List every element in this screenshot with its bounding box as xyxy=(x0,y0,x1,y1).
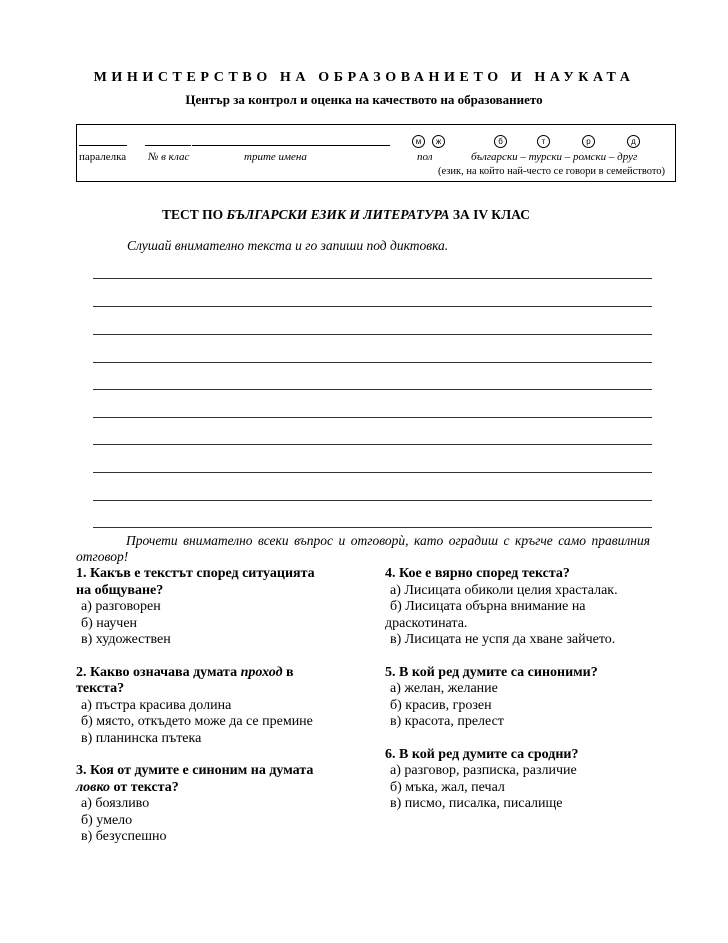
gender-label: пол xyxy=(417,151,433,163)
dictation-line-4[interactable] xyxy=(93,362,652,363)
question-1-option-a[interactable]: а) разговорен xyxy=(81,599,161,614)
question-6-title: 6. В кой ред думите са сродни? xyxy=(385,746,579,762)
question-2-title-prefix: 2. Какво означава думата xyxy=(76,664,238,680)
dictation-instruction: Слушай внимателно текста и го запиши под диктовка. xyxy=(127,238,449,253)
test-title-subject: БЪЛГАРСКИ ЕЗИК И ЛИТЕРАТУРА xyxy=(226,207,450,222)
question-2-option-b[interactable]: б) място, откъдето може да се премине xyxy=(81,714,313,729)
question-5 xyxy=(385,665,675,731)
dictation-line-6[interactable] xyxy=(93,417,652,418)
question-2-title-word: проход xyxy=(240,664,283,680)
questions-right-column xyxy=(385,566,675,813)
language-option-b[interactable]: б xyxy=(494,135,507,148)
question-6-option-c[interactable]: в) писмо, писалка, писалище xyxy=(390,796,563,811)
question-1-title-line1: 1. Какъв е текстът според ситуацията xyxy=(76,566,315,581)
test-title xyxy=(162,207,530,223)
student-info-box xyxy=(76,124,676,182)
question-4-title: 4. Кое е вярно според текста? xyxy=(385,566,570,581)
gender-option-m[interactable]: м xyxy=(412,135,425,148)
question-3-option-c[interactable]: в) безуспешно xyxy=(81,829,167,844)
question-1-option-b[interactable]: б) научен xyxy=(81,615,138,631)
gender-option-zh[interactable]: ж xyxy=(432,135,445,148)
question-2 xyxy=(76,665,366,748)
class-field[interactable] xyxy=(79,145,127,146)
question-2-option-c[interactable]: в) планинска пътека xyxy=(81,730,202,746)
question-3-title-word: ловко xyxy=(76,779,111,795)
dictation-line-1[interactable] xyxy=(93,278,652,279)
reading-instruction: Прочети внимателно всеки въпрос и отговорѝ, като оградиш с кръгче само правилния отговор! xyxy=(76,533,650,564)
question-3-title-line2 xyxy=(76,780,366,797)
names-field[interactable] xyxy=(192,145,390,146)
languages-label: български – турски – ромски – друг xyxy=(471,151,638,163)
questions-left-column xyxy=(76,566,366,846)
question-5-title: 5. В кой ред думите са синоними? xyxy=(385,664,598,680)
class-label: паралелка xyxy=(79,151,127,163)
question-3-option-a[interactable]: а) боязливо xyxy=(81,796,150,811)
question-6-option-b[interactable]: б) мъка, жал, печал xyxy=(390,779,505,795)
question-3-title-line1: 3. Коя от думите е синоним на думата xyxy=(76,763,314,778)
dictation-line-7[interactable] xyxy=(93,444,652,445)
test-title-prefix: ТЕСТ ПО xyxy=(162,207,224,222)
question-5-option-c[interactable]: в) красота, прелест xyxy=(390,714,504,729)
question-4-option-a[interactable]: а) Лисицата обиколи целия храсталак. xyxy=(390,582,618,598)
question-1 xyxy=(76,566,366,649)
language-note: (език, на който най-често се говори в семейството) xyxy=(438,166,666,177)
dictation-line-2[interactable] xyxy=(93,306,652,307)
question-1-option-c[interactable]: в) художествен xyxy=(81,632,171,647)
question-3-option-b[interactable]: б) умело xyxy=(81,812,133,828)
question-3-title-suffix: от текста? xyxy=(113,779,179,795)
dictation-line-5[interactable] xyxy=(93,389,652,390)
dictation-line-8[interactable] xyxy=(93,472,652,473)
question-2-title-line1 xyxy=(76,665,366,682)
question-4-option-b-continued[interactable]: драскотината. xyxy=(385,615,468,631)
question-2-option-a[interactable]: а) пъстра красива долина xyxy=(81,697,232,713)
number-label: № в клас xyxy=(148,151,190,163)
question-6 xyxy=(385,747,675,813)
question-5-option-b[interactable]: б) красив, грозен xyxy=(390,697,492,713)
question-6-option-a[interactable]: а) разговор, разписка, различие xyxy=(390,763,577,778)
question-2-title-suffix: в xyxy=(286,664,294,680)
dictation-line-3[interactable] xyxy=(93,334,652,335)
question-5-option-a[interactable]: а) желан, желание xyxy=(390,681,498,696)
question-3 xyxy=(76,763,366,846)
number-field[interactable] xyxy=(145,145,191,146)
question-2-title-line2: текста? xyxy=(76,681,125,696)
language-option-t[interactable]: т xyxy=(537,135,550,148)
dictation-line-9[interactable] xyxy=(93,500,652,501)
center-title: Център за контрол и оценка на качеството на образованието xyxy=(185,92,543,107)
question-4-option-b[interactable]: б) Лисицата обърна внимание на xyxy=(390,599,586,614)
names-label: трите имена xyxy=(244,151,307,163)
language-option-d[interactable]: д xyxy=(627,135,640,148)
question-1-title-line2: на общуване? xyxy=(76,582,164,598)
question-4 xyxy=(385,566,675,649)
ministry-title: МИНИСТЕРСТВО НА ОБРАЗОВАНИЕТО И НАУКАТА xyxy=(93,70,635,85)
question-4-option-c[interactable]: в) Лисицата не успя да хване зайчето. xyxy=(390,632,616,647)
test-title-suffix: ЗА IV КЛАС xyxy=(452,207,530,222)
dictation-line-10[interactable] xyxy=(93,527,652,528)
language-option-r[interactable]: р xyxy=(582,135,595,148)
